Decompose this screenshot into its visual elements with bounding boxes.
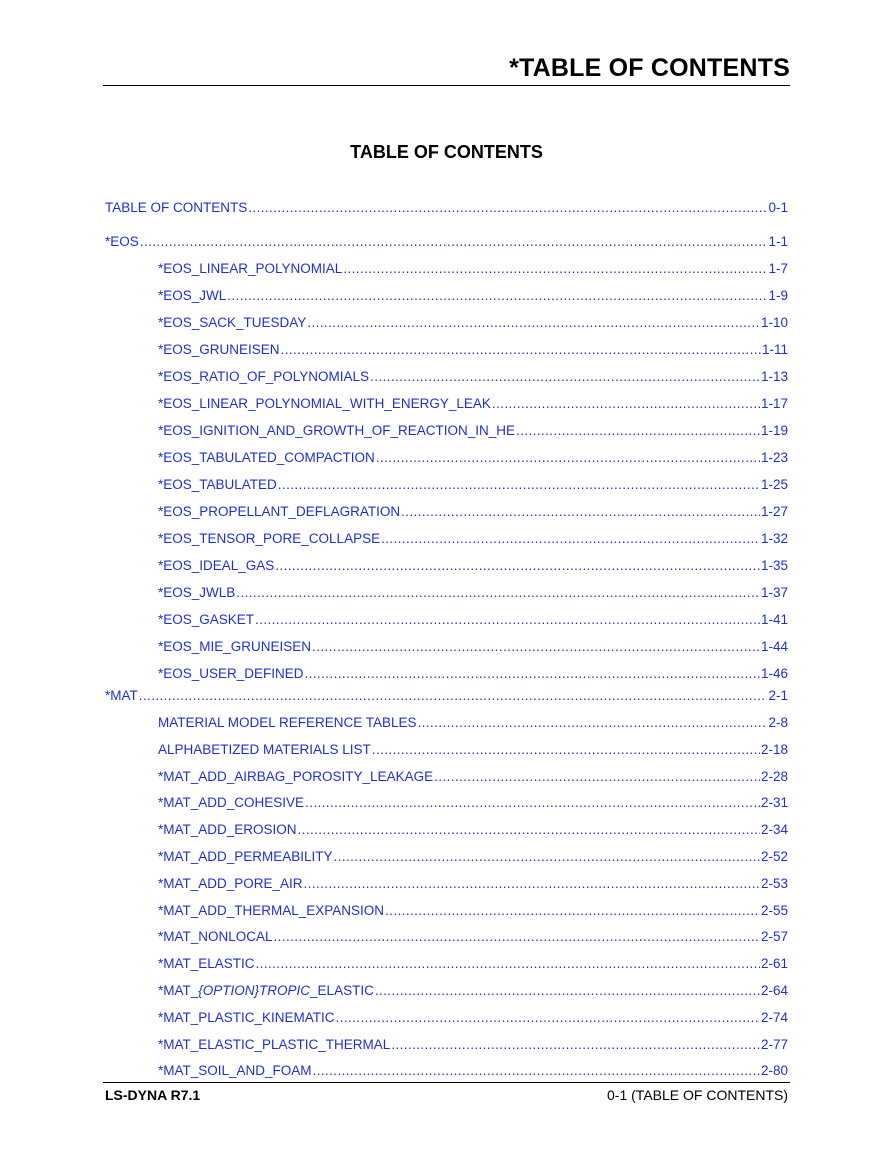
toc-dot-leader xyxy=(372,742,760,757)
toc-entry[interactable] xyxy=(158,450,788,468)
toc-entry[interactable] xyxy=(158,504,788,522)
toc-entry-label: *EOS xyxy=(105,234,139,249)
toc-entry[interactable] xyxy=(158,715,788,733)
toc-entry-label: *EOS_JWLB xyxy=(158,585,236,600)
toc-entry-page: 1-17 xyxy=(760,396,788,411)
toc-entry-label: *EOS_RATIO_OF_POLYNOMIALS xyxy=(158,369,370,384)
toc-entry-label: *MAT_PLASTIC_KINEMATIC xyxy=(158,1010,335,1025)
toc-entry-page: 1-1 xyxy=(768,234,788,249)
toc-entry-page: 1-27 xyxy=(760,504,788,519)
toc-entry-label: *EOS_TABULATED xyxy=(158,477,277,492)
toc-dot-leader xyxy=(391,1037,760,1052)
toc-entry[interactable] xyxy=(158,1063,788,1081)
toc-entry-label: *EOS_IDEAL_GAS xyxy=(158,558,275,573)
toc-entry-label: *MAT_ADD_EROSION xyxy=(158,822,297,837)
toc-entry-page: 2-53 xyxy=(760,876,788,891)
toc-entry-page: 2-80 xyxy=(760,1063,788,1078)
toc-entry-page: 2-28 xyxy=(760,769,788,784)
toc-entry-label: *MAT_{OPTION}TROPIC_ELASTIC xyxy=(158,983,374,998)
toc-entry-label: *MAT xyxy=(105,688,138,703)
toc-entry[interactable] xyxy=(158,1010,788,1028)
toc-entry[interactable] xyxy=(158,612,788,630)
toc-dot-leader xyxy=(255,612,760,627)
toc-entry-page: 2-57 xyxy=(760,929,788,944)
toc-entry[interactable] xyxy=(158,477,788,495)
toc-entry-page: 2-55 xyxy=(760,903,788,918)
toc-dot-leader xyxy=(305,666,760,681)
toc-entry-label: *EOS_SACK_TUESDAY xyxy=(158,315,307,330)
toc-entry-page: 2-1 xyxy=(768,688,788,703)
toc-entry-label: *MAT_ELASTIC_PLASTIC_THERMAL xyxy=(158,1037,391,1052)
footer-product: LS-DYNA R7.1 xyxy=(105,1087,201,1103)
toc-dot-leader xyxy=(375,983,760,998)
toc-entry-page: 1-10 xyxy=(760,315,788,330)
toc-dot-leader xyxy=(307,315,760,330)
toc-entry-label: *MAT_NONLOCAL xyxy=(158,929,273,944)
toc-dot-leader xyxy=(434,769,760,784)
toc-entry-label: *EOS_GASKET xyxy=(158,612,255,627)
toc-entry-label: *MAT_ELASTIC xyxy=(158,956,255,971)
toc-dot-leader xyxy=(343,261,767,276)
toc-entry[interactable] xyxy=(158,876,788,894)
toc-entry[interactable] xyxy=(158,558,788,576)
toc-entry-label: *EOS_JWL xyxy=(158,288,227,303)
toc-dot-leader xyxy=(381,531,760,546)
toc-entry-page: 1-13 xyxy=(760,369,788,384)
toc-entry-page: 1-41 xyxy=(760,612,788,627)
toc-entry-page: 1-9 xyxy=(768,288,788,303)
toc-entry-label: *MAT_ADD_PERMEABILITY xyxy=(158,849,333,864)
toc-dot-leader xyxy=(227,288,767,303)
footer-page-number: 0-1 (TABLE OF CONTENTS) xyxy=(607,1087,788,1103)
toc-entry-page: 2-52 xyxy=(760,849,788,864)
toc-entry-page: 1-19 xyxy=(760,423,788,438)
toc-entry[interactable] xyxy=(158,261,788,279)
toc-entry[interactable] xyxy=(158,423,788,441)
toc-entry[interactable] xyxy=(158,822,788,840)
toc-dot-leader xyxy=(248,200,767,215)
toc-entry[interactable] xyxy=(158,639,788,657)
toc-entry-label: *MAT_ADD_AIRBAG_POROSITY_LEAKAGE xyxy=(158,769,434,784)
running-header-title: *TABLE OF CONTENTS xyxy=(509,54,790,82)
toc-dot-leader xyxy=(370,369,760,384)
toc-entry[interactable] xyxy=(158,666,788,684)
toc-dot-leader xyxy=(281,342,761,357)
toc-entry-page: 2-8 xyxy=(768,715,788,730)
toc-entry-page: 2-61 xyxy=(760,956,788,971)
toc-entry-label: *MAT_ADD_PORE_AIR xyxy=(158,876,303,891)
toc-dot-leader xyxy=(516,423,760,438)
toc-entry-page: 2-18 xyxy=(760,742,788,757)
toc-entry[interactable] xyxy=(158,769,788,787)
toc-dot-leader xyxy=(334,849,760,864)
toc-entry-page: 2-34 xyxy=(760,822,788,837)
toc-dot-leader xyxy=(274,929,760,944)
toc-dot-leader xyxy=(492,396,760,411)
toc-entry[interactable] xyxy=(158,742,788,760)
toc-dot-leader xyxy=(312,639,760,654)
toc-entry-label: *MAT_SOIL_AND_FOAM xyxy=(158,1063,312,1078)
toc-entry[interactable] xyxy=(158,903,788,921)
toc-entry[interactable] xyxy=(158,983,788,1001)
toc-entry-page: 1-11 xyxy=(761,342,788,357)
toc-entry-page: 2-64 xyxy=(760,983,788,998)
toc-entry-page: 1-7 xyxy=(768,261,788,276)
toc-entry-page: 0-1 xyxy=(768,200,788,215)
toc-entry-page: 1-35 xyxy=(760,558,788,573)
toc-entry-page: 1-32 xyxy=(760,531,788,546)
toc-entry[interactable] xyxy=(158,585,788,603)
toc-entry[interactable] xyxy=(158,795,788,813)
toc-entry-label: *MAT_ADD_COHESIVE xyxy=(158,795,305,810)
toc-entry-page: 1-25 xyxy=(760,477,788,492)
toc-dot-leader xyxy=(313,1063,760,1078)
toc-entry[interactable] xyxy=(158,956,788,974)
toc-entry-page: 1-44 xyxy=(760,639,788,654)
toc-dot-leader xyxy=(336,1010,760,1025)
toc-dot-leader xyxy=(275,558,760,573)
toc-dot-leader xyxy=(304,876,760,891)
toc-entry-label: ALPHABETIZED MATERIALS LIST xyxy=(158,742,371,757)
toc-entry[interactable] xyxy=(158,342,788,360)
toc-entry-page: 1-23 xyxy=(760,450,788,465)
toc-dot-leader xyxy=(140,234,768,249)
toc-entry[interactable] xyxy=(158,288,788,306)
header-rule xyxy=(103,85,790,86)
toc-dot-leader xyxy=(298,822,760,837)
toc-entry-label: *EOS_MIE_GRUNEISEN xyxy=(158,639,312,654)
footer-rule xyxy=(103,1082,790,1083)
toc-entry[interactable] xyxy=(158,929,788,947)
toc-dot-leader xyxy=(256,956,760,971)
toc-entry-label: *MAT_ADD_THERMAL_EXPANSION xyxy=(158,903,385,918)
toc-entry-page: 1-37 xyxy=(760,585,788,600)
toc-entry[interactable] xyxy=(158,1037,788,1055)
toc-entry-label: *EOS_IGNITION_AND_GROWTH_OF_REACTION_IN_HE xyxy=(158,423,516,438)
toc-dot-leader xyxy=(376,450,760,465)
toc-entry-label: TABLE OF CONTENTS xyxy=(105,200,248,215)
toc-dot-leader xyxy=(385,903,760,918)
toc-entry-label: *EOS_TENSOR_PORE_COLLAPSE xyxy=(158,531,381,546)
toc-entry[interactable] xyxy=(158,531,788,549)
toc-dot-leader xyxy=(401,504,760,519)
toc-entry-page: 2-31 xyxy=(760,795,788,810)
toc-entry[interactable] xyxy=(158,396,788,414)
toc-entry-page: 1-46 xyxy=(760,666,788,681)
toc-entry-page: 2-74 xyxy=(760,1010,788,1025)
toc-entry-label: *EOS_USER_DEFINED xyxy=(158,666,304,681)
toc-entry[interactable] xyxy=(105,200,788,218)
toc-entry[interactable] xyxy=(158,849,788,867)
toc-dot-leader xyxy=(139,688,768,703)
toc-entry[interactable] xyxy=(158,315,788,333)
toc-dot-leader xyxy=(418,715,768,730)
toc-entry[interactable] xyxy=(105,234,788,252)
toc-dot-leader xyxy=(305,795,760,810)
toc-entry[interactable] xyxy=(158,369,788,387)
toc-entry-label: *EOS_LINEAR_POLYNOMIAL xyxy=(158,261,343,276)
toc-entry-label: *EOS_GRUNEISEN xyxy=(158,342,280,357)
toc-entry-label: *EOS_TABULATED_COMPACTION xyxy=(158,450,375,465)
toc-entry[interactable] xyxy=(105,688,788,706)
toc-dot-leader xyxy=(278,477,760,492)
toc-entry-label: MATERIAL MODEL REFERENCE TABLES xyxy=(158,715,417,730)
toc-entry-label: *EOS_LINEAR_POLYNOMIAL_WITH_ENERGY_LEAK xyxy=(158,396,491,411)
page-title: TABLE OF CONTENTS xyxy=(350,142,543,162)
toc-dot-leader xyxy=(236,585,760,600)
toc-entry-label: *EOS_PROPELLANT_DEFLAGRATION xyxy=(158,504,401,519)
toc-entry-page: 2-77 xyxy=(760,1037,788,1052)
